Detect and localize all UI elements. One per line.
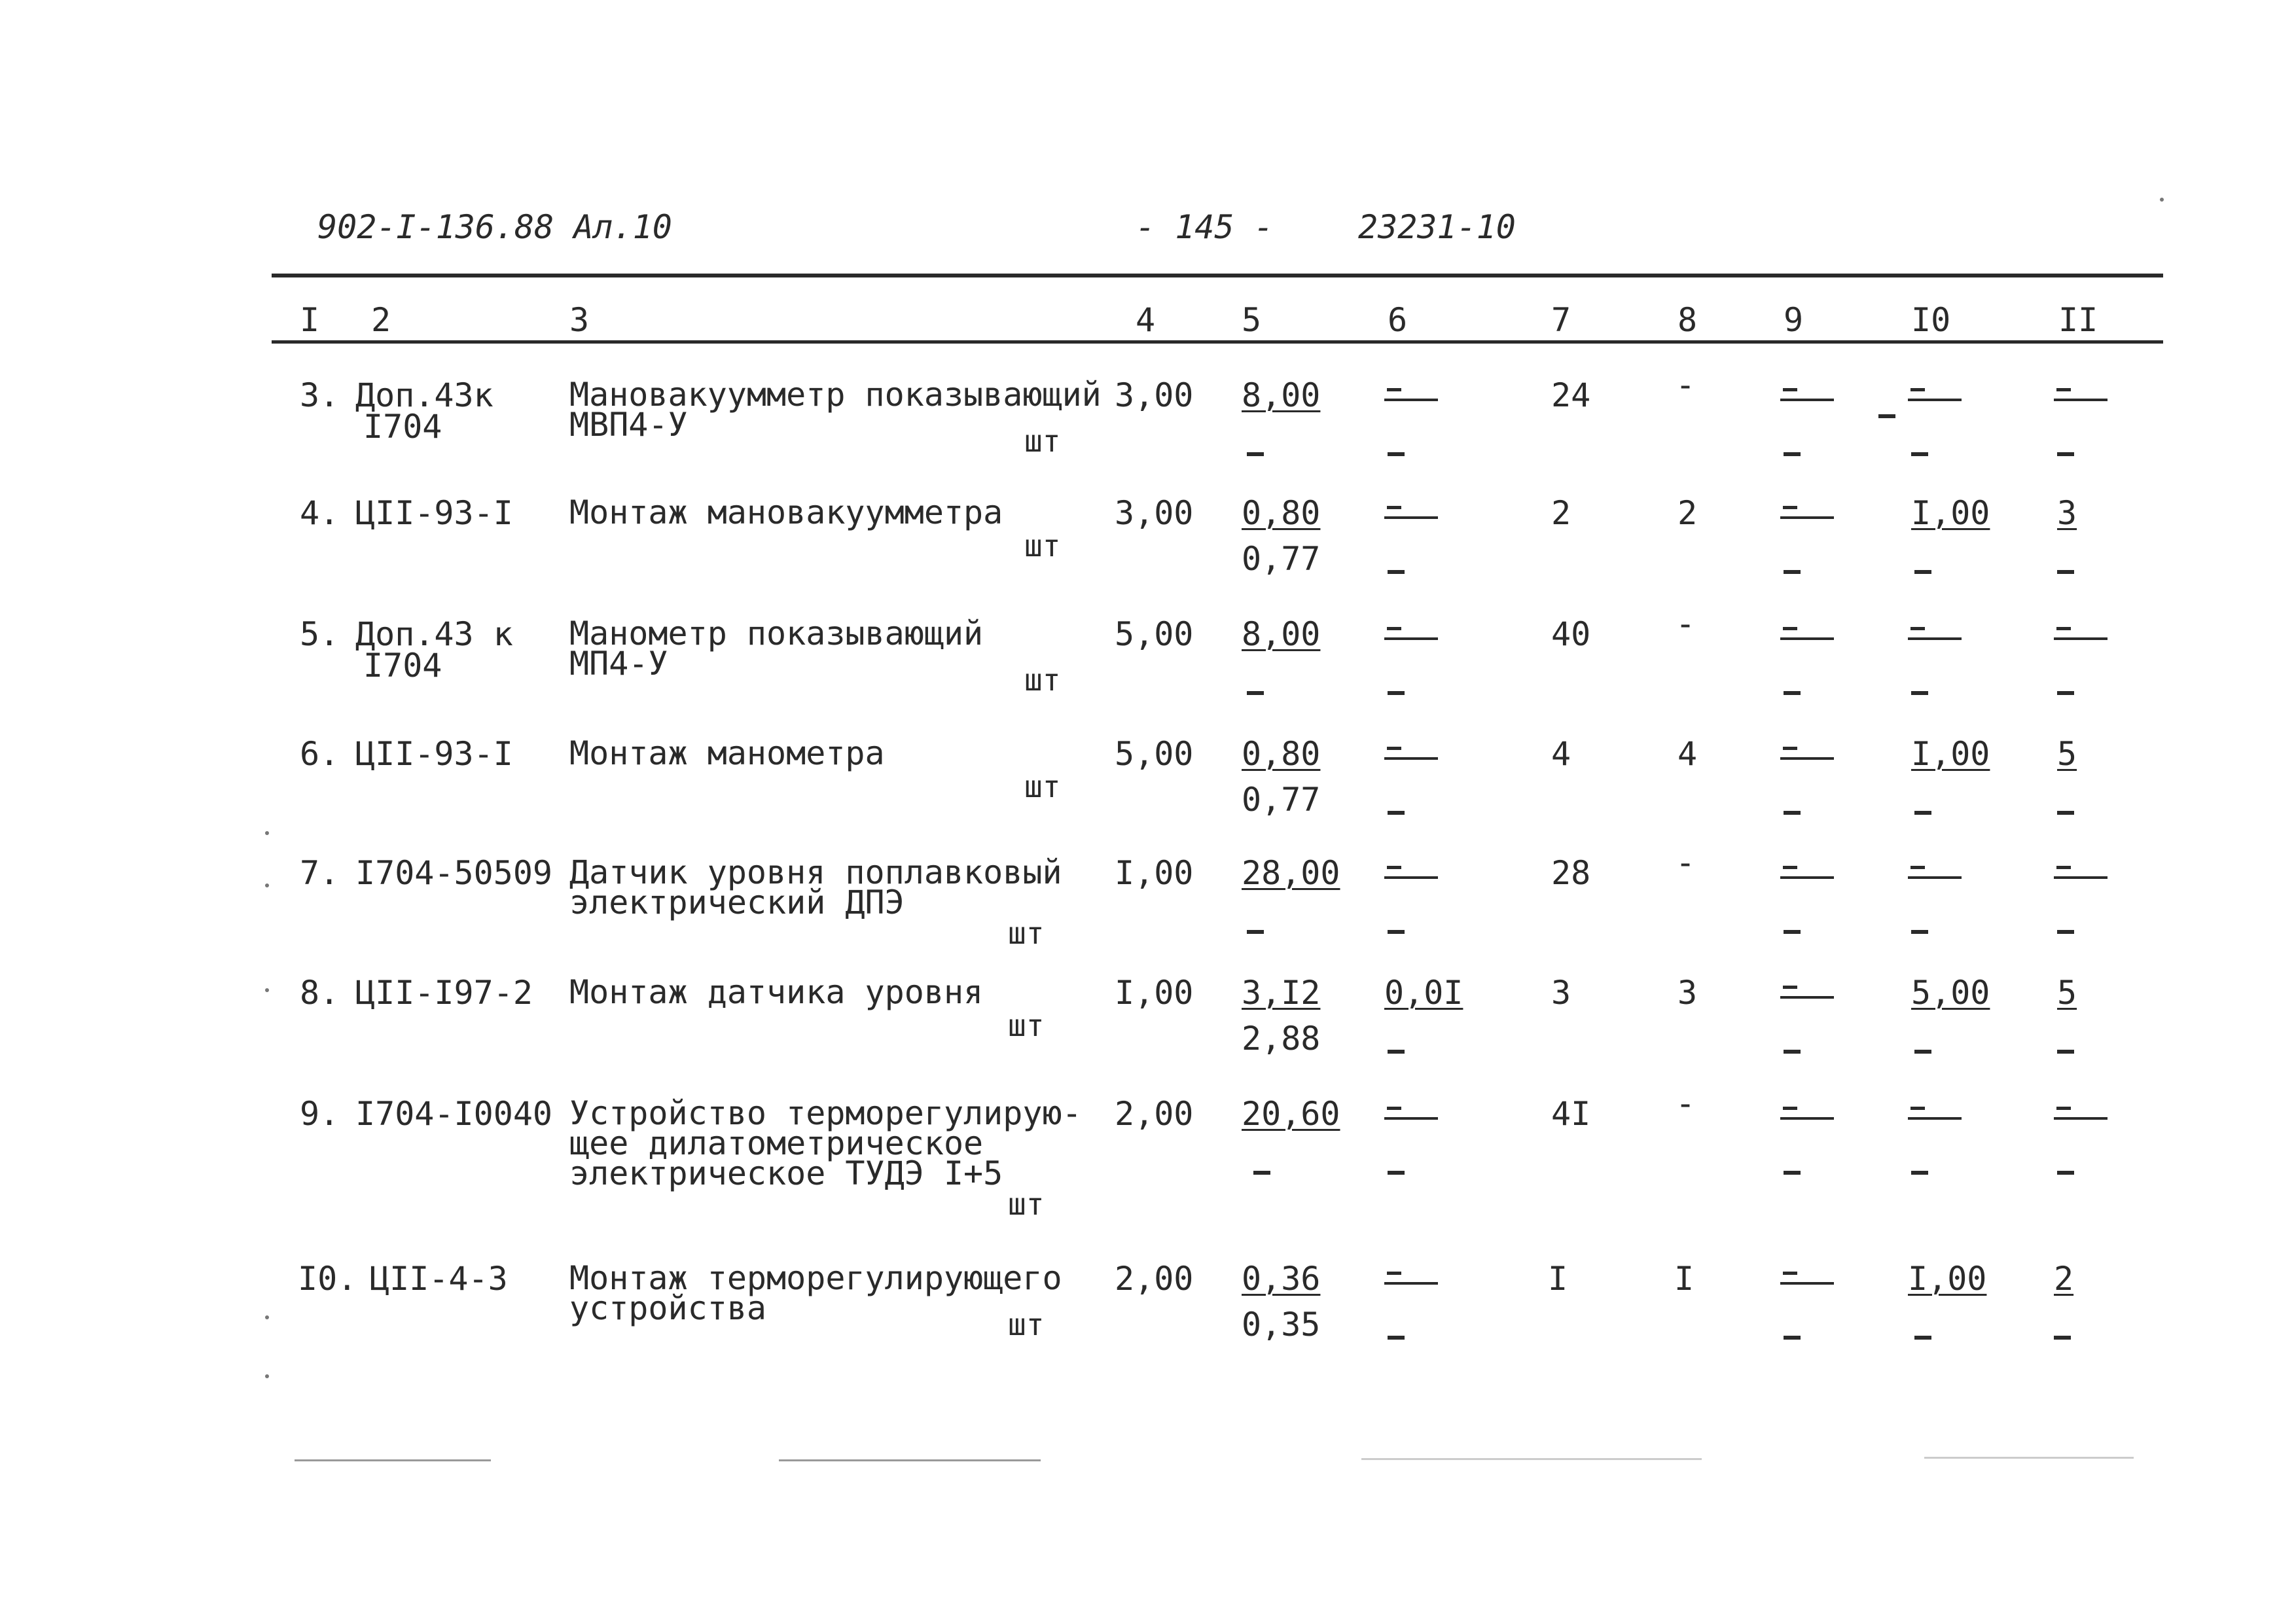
row-col9 [1780, 380, 1834, 411]
row-col8: 3 [1677, 974, 1698, 1012]
row-col6 [1384, 497, 1438, 529]
row-number: 6. [300, 735, 340, 773]
scan-artifact-line [295, 1459, 491, 1461]
row-col5-lower: 2,88 [1242, 1020, 1321, 1058]
row-code: ЦII-I97-2 [355, 974, 533, 1012]
row-unit: шт [1024, 769, 1061, 804]
scan-artifact-dot [265, 883, 269, 887]
document-code: 902-I-136.88 Ал.10 [317, 208, 672, 246]
col-3: 3 [569, 301, 590, 339]
col-1: I [300, 301, 320, 339]
row-col10: I,00 [1911, 494, 1990, 532]
row-col7: 28 [1551, 854, 1591, 892]
scan-artifact-line [1924, 1457, 2134, 1459]
row-col5-dash [1247, 669, 1264, 701]
row-col4: I,00 [1115, 974, 1194, 1012]
row-col10-dash [1911, 1149, 1928, 1181]
row-col6-dash [1388, 1028, 1405, 1060]
row-unit: шт [1008, 1307, 1045, 1342]
row-col5-dash [1247, 431, 1264, 462]
row-unit: шт [1024, 662, 1061, 698]
row-col5: 8,00 [1242, 376, 1321, 414]
col-7: 7 [1551, 301, 1571, 339]
row-col9 [1780, 1263, 1834, 1294]
row-col10-extra-dash [1878, 393, 1895, 424]
row-col5: 8,00 [1242, 615, 1321, 653]
row-col11-dash [2057, 548, 2074, 580]
row-number: 3. [300, 376, 340, 414]
row-col9-dash [1784, 431, 1801, 462]
row-col5: 0,80 [1242, 735, 1321, 773]
row-name: Монтаж мановакуумметра [569, 493, 1003, 531]
row-col4: 2,00 [1115, 1095, 1194, 1133]
row-col5: 0,36 [1242, 1260, 1321, 1298]
col-6: 6 [1388, 301, 1408, 339]
row-number: I0. [298, 1260, 357, 1298]
row-col11-dash [2057, 431, 2074, 462]
row-col7: 4I [1551, 1095, 1591, 1133]
row-col11-dash [2057, 1028, 2074, 1060]
row-name: Монтаж терморегулирующего устройства [569, 1259, 1062, 1327]
row-col7: 3 [1551, 974, 1571, 1012]
row-col11 [2054, 380, 2108, 411]
row-code: Доп.43к I704 [355, 376, 493, 446]
col-4: 4 [1136, 301, 1156, 339]
row-number: 9. [300, 1095, 340, 1133]
row-col6 [1384, 1263, 1438, 1294]
row-col9-dash [1784, 548, 1801, 580]
row-col10-dash [1911, 669, 1928, 701]
row-code: ЦII-4-3 [370, 1260, 508, 1298]
col-11: II [2058, 301, 2098, 339]
row-code: Доп.43 к I704 [355, 615, 513, 685]
scan-artifact-dot [265, 1374, 269, 1378]
row-col9-dash [1784, 789, 1801, 821]
row-name: Датчик уровня поплавковый электрический ДПЭ [569, 853, 1062, 921]
row-col10 [1908, 857, 1980, 889]
row-col5-lower: 0,77 [1242, 540, 1321, 578]
row-col6-dash [1388, 789, 1405, 821]
row-col10 [1908, 380, 1962, 411]
scan-artifact-dot [265, 831, 269, 835]
row-col6 [1384, 618, 1438, 650]
row-code: ЦII-93-I [355, 494, 513, 532]
row-col5-dash [1247, 908, 1264, 940]
row-col5: 20,60 [1242, 1095, 1340, 1133]
row-col9-dash [1784, 669, 1801, 701]
row-col11: 2 [2054, 1260, 2074, 1298]
col-8: 8 [1677, 301, 1698, 339]
scan-artifact-line [779, 1459, 1041, 1461]
row-name: Монтаж манометра [569, 734, 885, 772]
row-col8: - [1676, 366, 1696, 404]
row-col9 [1780, 977, 1834, 1008]
row-name: Манометр показывающий МП4-У [569, 615, 984, 683]
row-col11-dash [2057, 669, 2074, 701]
row-col10-dash [1911, 431, 1928, 462]
row-unit: шт [1024, 423, 1061, 459]
row-number: 5. [300, 615, 340, 653]
row-code: I704-I0040 [355, 1095, 553, 1133]
row-col10: I,00 [1908, 1260, 1987, 1298]
row-code: ЦII-93-I [355, 735, 513, 773]
row-col10: I,00 [1911, 735, 1990, 773]
row-col11-dash [2054, 1314, 2071, 1346]
row-col10-dash [1914, 1314, 1931, 1346]
top-rule [272, 274, 2163, 277]
row-name: Мановакуумметр показывающий МВП4-У [569, 376, 1102, 444]
row-col5: 28,00 [1242, 854, 1340, 892]
scan-artifact-dot [265, 988, 269, 992]
row-col6-dash [1388, 669, 1405, 701]
row-col4: 2,00 [1115, 1260, 1194, 1298]
row-col8: 4 [1677, 735, 1698, 773]
row-col11: 3 [2057, 494, 2077, 532]
row-col10 [1908, 1098, 1962, 1130]
row-col4: 5,00 [1115, 735, 1194, 773]
row-col11 [2054, 1098, 2108, 1130]
row-col5: 3,I2 [1242, 974, 1321, 1012]
row-col6-dash [1388, 431, 1405, 462]
col-2: 2 [371, 301, 391, 339]
row-col6-dash [1388, 1149, 1405, 1181]
row-col7: 4 [1551, 735, 1571, 773]
row-col9-dash [1784, 1314, 1801, 1346]
row-col7: I [1548, 1260, 1568, 1298]
row-col10-dash [1914, 548, 1931, 580]
row-number: 7. [300, 854, 340, 892]
row-col9 [1780, 738, 1834, 770]
scan-artifact-line [1361, 1458, 1702, 1460]
page-number: - 145 - [1136, 208, 1274, 246]
col-9: 9 [1784, 301, 1804, 339]
row-col6 [1384, 380, 1438, 411]
scan-artifact-dot [2160, 198, 2164, 202]
row-col11 [2054, 857, 2108, 889]
row-col11: 5 [2057, 974, 2077, 1012]
row-unit: шт [1008, 1008, 1045, 1043]
row-col11-dash [2057, 789, 2074, 821]
row-col8: - [1676, 605, 1696, 643]
row-col4: 3,00 [1115, 494, 1194, 532]
row-col11: 5 [2057, 735, 2077, 773]
row-col9-dash [1784, 1149, 1801, 1181]
row-col6 [1384, 1098, 1438, 1130]
row-col7: 24 [1551, 376, 1591, 414]
row-col6-dash [1388, 548, 1405, 580]
row-col6 [1384, 738, 1438, 770]
row-col10: 5,00 [1911, 974, 1990, 1012]
row-col9 [1780, 618, 1834, 650]
row-col8: - [1676, 1084, 1696, 1122]
row-col9-dash [1784, 1028, 1801, 1060]
row-unit: шт [1024, 528, 1061, 563]
row-col5: 0,80 [1242, 494, 1321, 532]
scan-artifact-dot [265, 1315, 269, 1319]
row-number: 8. [300, 974, 340, 1012]
row-col10-dash [1911, 908, 1928, 940]
row-code: I704-50509 [355, 854, 553, 892]
row-col9-dash [1784, 908, 1801, 940]
row-col5-lower: 0,35 [1242, 1306, 1321, 1344]
row-col8: - [1676, 844, 1696, 882]
row-col8: 2 [1677, 494, 1698, 532]
row-col10-dash [1914, 789, 1931, 821]
row-col11-dash [2057, 908, 2074, 940]
row-col5-dash [1253, 1149, 1270, 1181]
row-col6-dash [1388, 908, 1405, 940]
row-unit: шт [1008, 1186, 1045, 1222]
row-col9 [1780, 497, 1834, 529]
row-col6-dash [1388, 1314, 1405, 1346]
row-name: Устройство терморегулирую- щее дилатометрическое электрическое ТУДЭ I+5 [569, 1094, 1082, 1192]
row-col7: 2 [1551, 494, 1571, 532]
row-col4: 3,00 [1115, 376, 1194, 414]
col-10: I0 [1911, 301, 1951, 339]
row-col4: I,00 [1115, 854, 1194, 892]
row-col11 [2054, 618, 2108, 650]
row-col5-lower: 0,77 [1242, 781, 1321, 819]
row-name: Монтаж датчика уровня [569, 973, 984, 1011]
row-col4: 5,00 [1115, 615, 1194, 653]
row-col9 [1780, 1098, 1834, 1130]
row-col8: I [1674, 1260, 1695, 1298]
row-col6 [1384, 857, 1438, 889]
col-5: 5 [1242, 301, 1262, 339]
header-rule [272, 340, 2163, 344]
row-col10 [1908, 618, 1962, 650]
row-number: 4. [300, 494, 340, 532]
row-col9 [1780, 857, 1834, 889]
row-col6: 0,0I [1384, 974, 1463, 1012]
row-col11-dash [2057, 1149, 2074, 1181]
row-col10-dash [1914, 1028, 1931, 1060]
row-unit: шт [1008, 916, 1045, 951]
document-number: 23231-10 [1358, 208, 1516, 246]
row-col7: 40 [1551, 615, 1591, 653]
